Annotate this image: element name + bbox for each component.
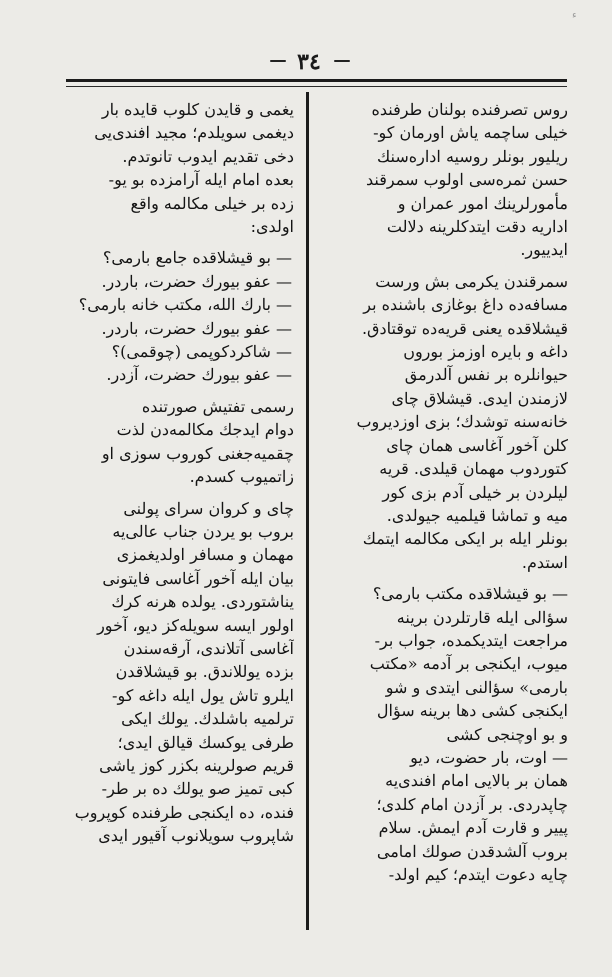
text-line: مأمورلرینك امور عمران و: [397, 193, 568, 213]
text-line: دوام ایدجك مکالمەدن لذت: [116, 420, 294, 440]
paragraph: [320, 769, 568, 886]
paragraph: [320, 98, 568, 262]
text-line: میه و تماشا قیلمیه جیولدی.: [386, 505, 568, 525]
text-line: روس تصرفنده بولنان طرفنده: [371, 100, 568, 119]
text-line: — اوت، بار حضوت، دیو: [410, 747, 568, 767]
text-line: دخی تقدیم ایدوب تانوتدم.: [122, 146, 294, 166]
text-line: حیوانلره بر نفس آلدرمق: [404, 365, 568, 385]
text-line: طرفی یوکسك قیالق ایدی؛: [117, 732, 294, 752]
text-line: اولدی:: [250, 217, 294, 237]
paragraph: [66, 395, 294, 489]
text-line: زده بر خیلی مکالمه واقع: [130, 193, 294, 213]
text-line: — بو قیشلاقده مکتب بارمی؟: [372, 584, 568, 604]
dialogue-line: — عفو بیورك حضرت، باردر.: [101, 318, 292, 338]
text-line: بارمی» سؤالنی ایتدی و شو: [385, 677, 568, 697]
paragraph: [320, 270, 568, 574]
text-line: بیان ایله آخور آغاسی فایتونی: [102, 568, 294, 588]
text-line: چای و کروان سرای پولنی: [123, 498, 294, 518]
paragraph: [320, 582, 568, 769]
page-number: ٣٤: [297, 49, 321, 75]
text-line: چایه دعوت ایتدم؛ کیم اولد-: [388, 865, 568, 884]
dialogue-line: — شاکردکوپمی (چوقمی)؟: [111, 342, 292, 362]
text-line: ایلرو تاش یول ایله داغه کو-: [112, 685, 294, 705]
text-line: مراجعت ایتدیکمده، جواب بر-: [374, 630, 568, 650]
text-line: مهمان و مسافر اولدیغمزی: [116, 545, 294, 565]
text-line: ایکنجی کشی دها برینه سؤال: [376, 701, 568, 721]
text-line: همان بر بالایی امام افندی‌یه: [385, 771, 568, 791]
ornament-right-icon: [334, 60, 350, 62]
text-line: چقمیه‌جغنی کوروب سوزی او: [101, 443, 294, 463]
text-line: بروب آلشدقدن صولك امامی: [376, 841, 568, 861]
text-line: یناشتوردی. یولده هرنه کرك: [111, 592, 294, 612]
column-divider: [306, 92, 309, 930]
text-line: میوب، ایکنجی بر آدمه «مکتب: [369, 654, 568, 674]
text-line: بزده یوللاندق. بو قیشلاقدن: [115, 662, 294, 682]
text-line: فنده، ده ایکنجی طرفنده کوپروب: [74, 802, 294, 822]
text-line: بعده امام ایله آرامزده بو یو-: [108, 170, 294, 190]
text-line: یغمی و قایدن کلوب قایده بار: [101, 100, 294, 119]
text-line: خیلی ساچمه یاش اورمان کو-: [373, 123, 568, 143]
text-line: استدم.: [521, 552, 568, 572]
dialogue-list: [66, 246, 294, 386]
text-line: ترلمیه باشلدك. یولك ایکی: [121, 709, 294, 729]
paragraph: [66, 98, 294, 238]
text-line: لیلردن بر خیلی آدم بزی کور: [382, 482, 568, 502]
text-column-left: [66, 98, 294, 928]
dialogue-line: — بو قیشلاقده جامع بارمی؟: [102, 248, 292, 268]
dialogue-line: — بارك الله، مکتب خانه بارمی؟: [78, 295, 292, 315]
text-line: کبی تمیز صو یولك ده بر طر-: [101, 779, 294, 799]
text-line: سؤالی ایله قارتلردن برینه: [396, 607, 568, 627]
text-line: بروب بو یردن جناب عالی‌یه: [112, 521, 294, 541]
text-line: بونلر ایله بر ایکی مکالمه ایتمك: [362, 529, 568, 549]
text-column-right: [320, 98, 568, 928]
text-line: ریلیور بونلر روسیه ادارەسنك: [377, 146, 568, 166]
text-line: شاپروب سویلانوب آقیور ایدی: [98, 826, 294, 846]
text-line: حسن ثمرەسی اولوب سمرقند: [366, 170, 568, 190]
text-line: داغه و بایره اوزمز بوروں: [403, 342, 568, 362]
text-line: قیشلاقده یعنی قریەده توقتادق.: [361, 318, 568, 338]
text-line: رسمی تفتیش صورتنده: [141, 396, 294, 416]
text-line: اداریه دقت ایتدکلرینه دلالت: [386, 217, 568, 237]
corner-mark: ء: [572, 10, 577, 21]
text-line: پییر و قارت آدم ایمش. سلام: [378, 818, 568, 838]
text-line: سمرقندن یکرمی بش ورست: [375, 271, 568, 291]
dialogue-line: — عفو بیورك حضرت، باردر.: [101, 271, 292, 291]
text-line: اولور ایسه سویله‌کز دیو، آخور: [97, 615, 294, 635]
text-line: زاتمیوب کسدم.: [189, 467, 294, 487]
text-line: چاپدردی. بر آزدن امام کلدی؛: [376, 794, 568, 814]
text-line: کلن آخور آغاسی همان چای: [386, 435, 568, 455]
dialogue-line: — عفو بیورك حضرت، آزدر.: [106, 365, 292, 385]
text-line: قریم صولرینه بکزر کوز یاشی: [99, 755, 294, 775]
text-line: و بو اوچنجی کشی: [446, 724, 568, 744]
text-line: مسافەده داغ بوغازی باشنده بر: [363, 295, 568, 315]
text-line: کتوردوب مهمان قیلدی. قریه: [379, 459, 568, 479]
text-line: لازمندن ایدی. قیشلاق چای: [391, 388, 568, 408]
paragraph: [66, 497, 294, 848]
text-line: خانەسنه توشدك؛ بزی اوزدیروب: [356, 412, 568, 432]
header-rule-thick: [66, 79, 567, 82]
text-line: آغاسی آتلاندی، آرقەسندن: [123, 638, 294, 658]
text-line: دیغمی سویلدم؛ مجید افندی‌یی: [94, 123, 294, 143]
text-line: ایدییور.: [520, 240, 568, 260]
header-rule-thin: [66, 86, 567, 87]
